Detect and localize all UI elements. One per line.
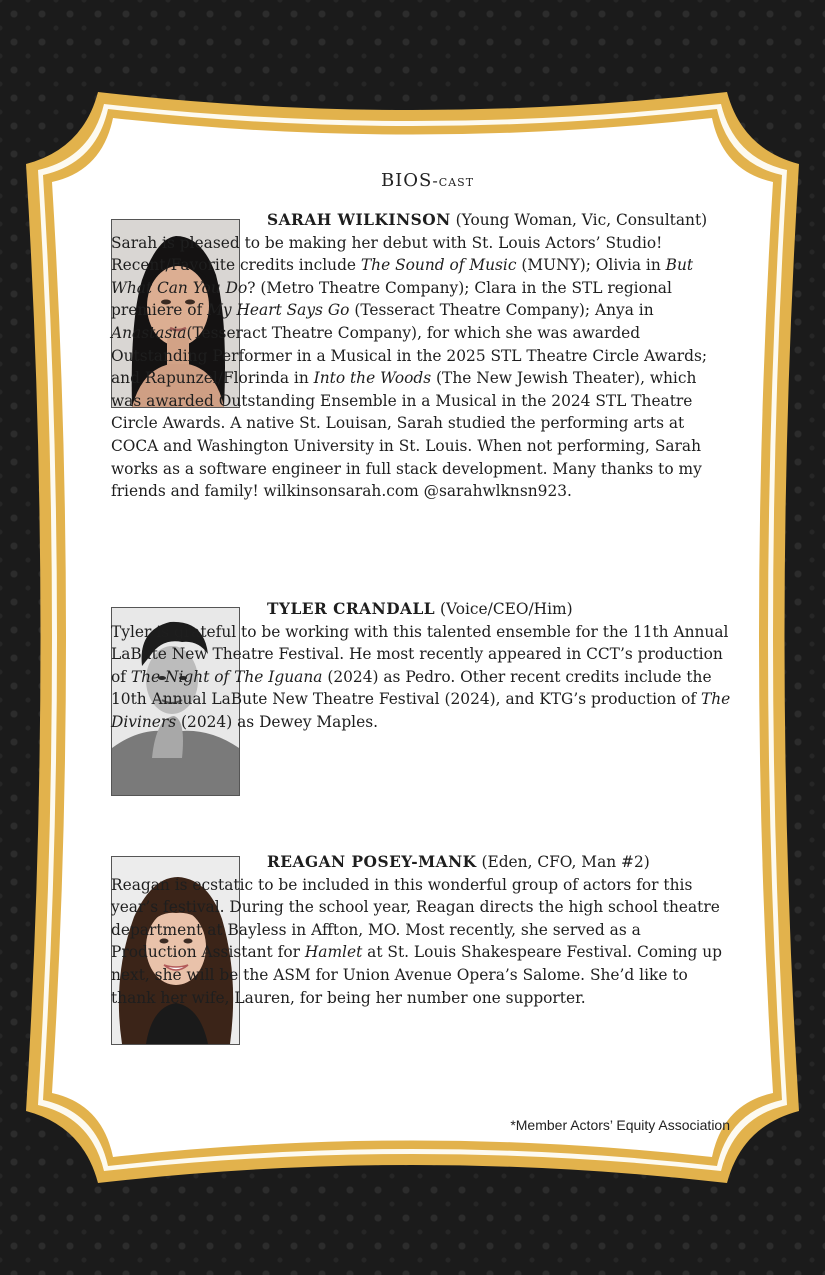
bio-text (111, 876, 722, 1007)
bio-title: The Sound of Music (360, 256, 517, 275)
bio-role: (Young Woman, Vic, Consultant) (455, 211, 708, 229)
bio-title: Into the Woods (313, 369, 432, 388)
bio-name: SARAH WILKINSON (267, 211, 451, 229)
bio-text (111, 623, 730, 731)
bio-role: (Voice/CEO/Him) (440, 600, 573, 618)
bio-text-segment: (2024) as Pedro. Other recent credits include the 10th Annual LaBute New Theatre Festival (2024), and KTG’s production of (111, 667, 712, 709)
bio-text-segment: (2024) as Dewey Maples. (176, 712, 379, 731)
bio-text-segment: at St. Louis Shakespeare Festival. Coming up next, she will be the ASM for Union Avenue Opera’s Salome. She’d like to thank her wife, Lauren, for being her number one supporter. (111, 943, 722, 1007)
bio-title: Hamlet (304, 943, 363, 962)
bio-title: Anastasia (111, 323, 187, 342)
bio-text-segment: Sarah is pleased to be making her debut with St. Louis Actors’ Studio! Recent/Favorite credits include (111, 233, 663, 275)
bio-name: REAGAN POSEY-MANK (267, 853, 477, 871)
bio-text-segment: (MUNY); Olivia in (516, 256, 666, 275)
heading-main: BIOS (380, 170, 433, 191)
heading-sub: -cast (432, 171, 475, 190)
equity-footnote: *Member Actors’ Equity Association (510, 1117, 730, 1133)
bio-title: The Night of The Iguana (130, 667, 323, 686)
bio-name: TYLER CRANDALL (267, 600, 436, 618)
bio-reagan-posey-mank (111, 851, 731, 1009)
page-heading (0, 170, 825, 191)
bio-text-segment: (Tesseract Theatre Company), for which she was awarded Outstanding Performer in a Musical in the 2025 STL Theatre Circle Awards; and Rapunzel/Florinda in (111, 323, 708, 388)
bio-title: But What Can You Do (111, 256, 694, 297)
bio-role: (Eden, CFO, Man #2) (481, 853, 650, 871)
bio-tyler-crandall (111, 598, 731, 734)
bio-title: The Diviners (111, 690, 731, 731)
bio-sarah-wilkinson (111, 209, 731, 503)
bio-text-segment: (The New Jewish Theater), which was awarded Outstanding Ensemble in a Musical in the 2024 STL Theatre Circle Awards. A native St. Louisan, Sarah studied the performing arts at COCA and Washington University in St. Louis. When not performing, Sarah works as a software engineer in full stack development. Many thanks to my friends and family! wilkinsonsarah.com @sarahwlknsn923. (111, 369, 702, 501)
bio-text-segment: ? (Metro Theatre Company); Clara in the STL regional premiere of (111, 278, 672, 320)
bio-text (111, 234, 707, 501)
bio-text-segment: Reagan is ecstatic to be included in this wonderful group of actors for this year’s festival. During the school year, Reagan directs the high school theatre department at Bayless in Affton, MO. Most recently, she served as a Production Assistant for (111, 875, 720, 962)
bio-title: My Heart Says Go (207, 301, 350, 320)
bio-text-segment: (Tesseract Theatre Company); Anya in (349, 301, 654, 320)
bio-text-segment: Tyler is grateful to be working with this talented ensemble for the 11th Annual LaBute New Theatre Festival. He most recently appeared in CCT’s production of (111, 622, 729, 686)
